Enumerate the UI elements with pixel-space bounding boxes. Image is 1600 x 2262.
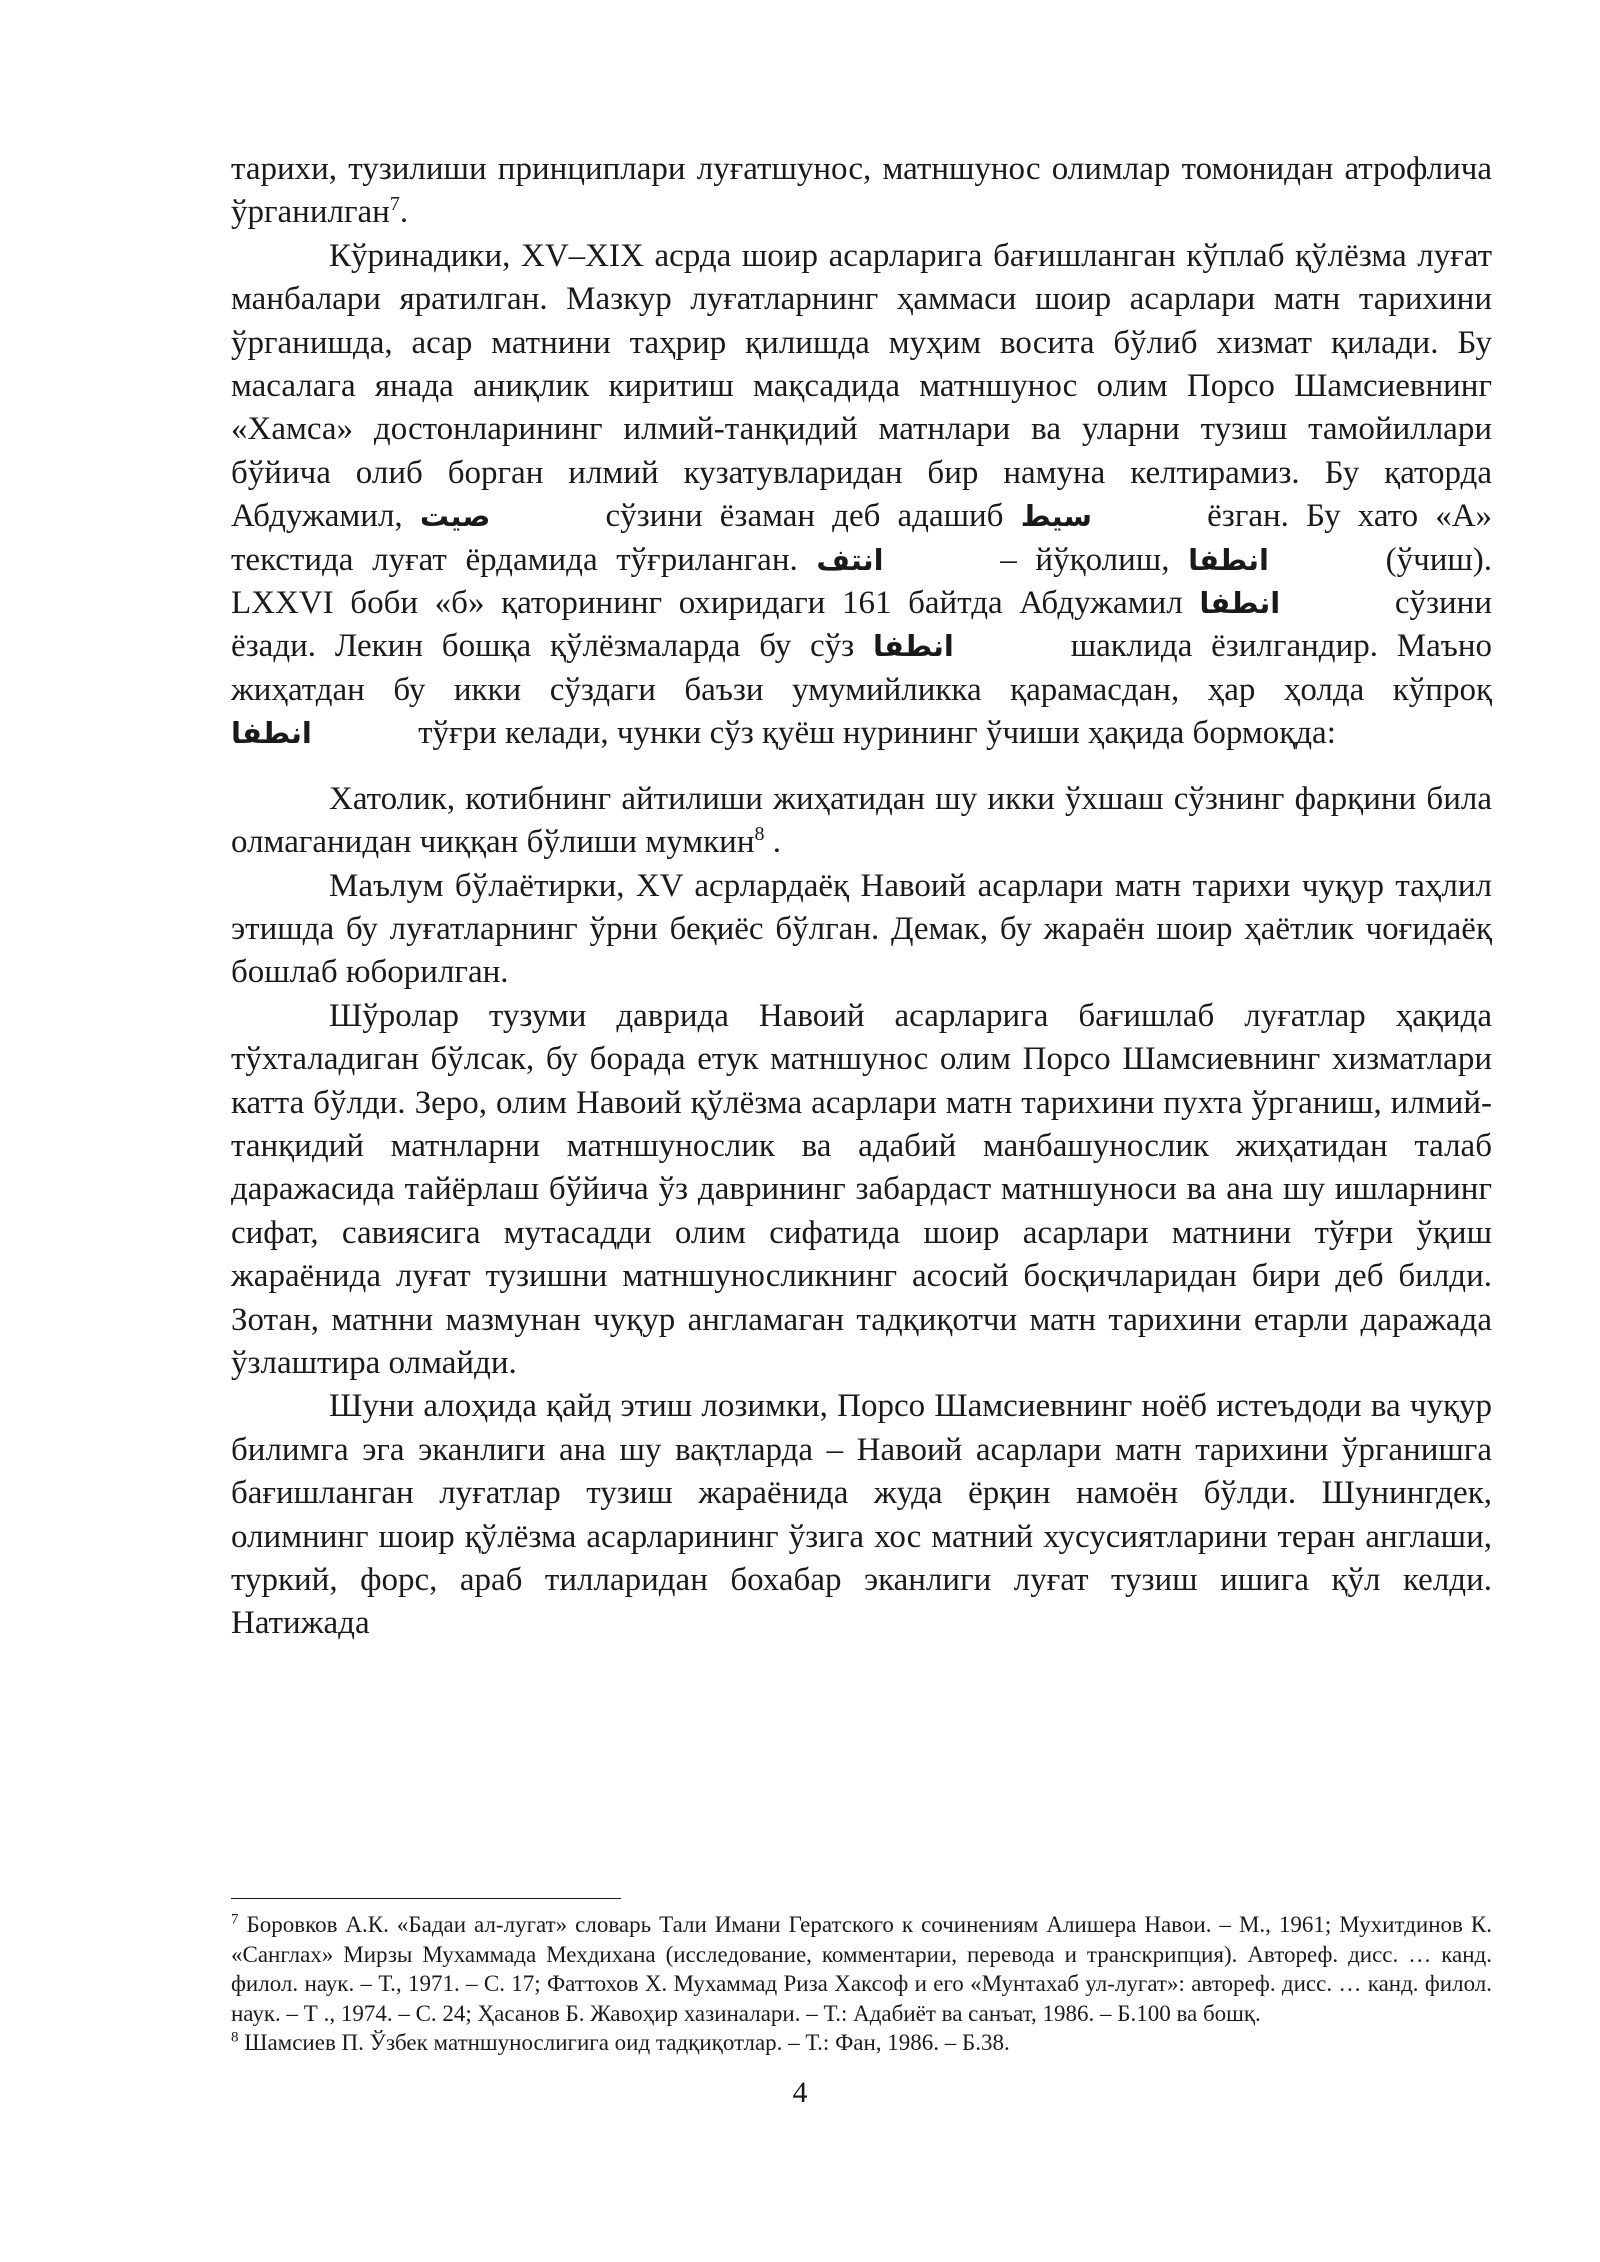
paragraph-2-text-h: тўғри келади, чунки сўз қуёш нурининг ўчиши ҳақида бормоқда: [418,715,1336,752]
footnote-ref-7[interactable]: 7 [389,193,400,216]
footnote-text: Боровков А.К. «Бадаи ал-лугат» словарь Тали Имани Гератского к сочинениям Алишера Навои. – М., 1961; Мухитдинов К. «Санглах» Мирзы Мухаммада Мехдихана (исследование, комментарии, перевода и транскрипция). Автореф. дисс. … канд. филол. наук. – Т., 1971. – С. 17; Фаттохов Х. Мухаммад Риза Хаксоф и его «Мунтахаб ул-лугат»: автореф. дисс. … канд. филол. наук. – Т ., 1974. – С. 24; Ҳасанов Б. Жавоҳир хазиналари. – Т.: Адабиёт ва санъат, 1986. – Б.100 ва бошқ. [231,1912,1493,2026]
paragraph-5: Шўролар тузуми даврида Навоий асарларига бағишлаб луғатлар ҳақида тўхталадиган бўлсак, бу борада етук матншунос олим Порсо Шамсиевнинг хизматлари катта бўлди. Зеро, олим Навоий қўлёзма асарлари матн тарихини пухта ўрганиш, илмий-танқидий матнларни матншунослик ва адабий манбашунослик жиҳатидан талаб даражасида тайёрлаш бўйича ўз даврининг забардаст матншуноси ва ана шу ишларнинг сифат, савиясига мутасадди олим сифатида шоир асарлари матнини тўғри ўқиш жараёнида луғат тузишни матншуносликнинг асосий босқичларидан бири деб билди. Зотан, матнни мазмунан чуқур англамаган тадқиқотчи матн тарихини етарли даражада ўзлаштира олмайди. [231,997,1492,1381]
paragraph-2-text-g: шаклида ёзилгандир. Маъно жиҳатдан бу икки сўздаги баъзи умумийликка қарамасдан, ҳар ҳолда кўпроқ [231,628,1493,708]
footnote-ref-8[interactable]: 8 [754,823,765,846]
paragraph-3-end: . [764,824,781,861]
document-body [231,148,1492,1646]
arabic-word-intifa-2: انطفا [1188,542,1269,577]
arabic-word-sayt: صیت [419,499,491,534]
arabic-word-sit: سیط [1020,499,1093,534]
paragraph-2-text-c: ёзган. Бу хато «А» текстида луғат ёрдамида тўғриланган. [231,498,1493,578]
paragraph-2-text-d: – йўқолиш, [1000,541,1170,578]
paragraph-2-text-a: Кўринадики, XV–XIX асрда шоир асарларига бағишланган кўплаб қўлёзма луғат манбалари яратилган. Мазкур луғатларнинг ҳаммаси шоир асарлари матн тарихини ўрганишда, асар матнини таҳрир қилишда муҳим восита бўлиб хизмат қилади. Бу масалага янада аниқлик киритиш мақсадида матншунос олим Порсо Шамсиевнинг «Хамса» достонларининг илмий-танқидий матнлари ва уларни тузиш тамойиллари бўйича олиб борган илмий кузатувларидан бир намуна келтирамиз. Бу қаторда Абдужамил, [231,237,1492,535]
arabic-word-intifa-5: انطفا [231,716,312,751]
paragraph-1 [231,148,1492,235]
paragraph-1-text: тарихи, тузилиши принциплари луғатшунос, матншунос олимлар томонидан атрофлича ўрганилган [231,151,1492,231]
paragraph-2-text-e: (ўчиш). LXXVI боби «б» қаторининг охиридаги 161 байтда Абдужамил [231,541,1493,622]
arabic-word-intifa-3: انطفا [1199,586,1281,621]
footnote-number: 7 [231,1911,239,1928]
arabic-word-intifa: انتف [816,542,884,577]
footnote-separator [231,1898,621,1899]
footnotes [231,1910,1492,2058]
paragraph-3-text: Хатолик, котибнинг айтилиши жиҳатидан шу икки ўхшаш сўзнинг фарқини била олмаганидан чиққан бўлиши мумкин [231,780,1492,861]
paragraph-1-end: . [399,194,409,231]
paragraph-4: Маълум бўлаётирки, XV асрлардаёқ Навоий асарлари матн тарихи чуқур таҳлил этишда бу луғатларнинг ўрни беқиёс бўлган. Демак, бу жараён шоир ҳаётлик чоғидаёқ бошлаб юборилган. [231,867,1492,991]
paragraph-2-text-f: сўзини ёзади. Лекин бошқа қўлёзмаларда бу сўз [231,585,1493,665]
page-number: 4 [792,2076,808,2109]
paragraph-6: Шуни алоҳида қайд этиш лозимки, Порсо Шамсиевнинг ноёб истеъдоди ва чуқур билимга эга эканлиги ана шу вақтларда – Навоий асарлари матн тарихини ўрганишга бағишланган луғатлар тузиш жараёнида жуда ёрқин намоён бўлди. Шунингдек, олимнинг шоир қўлёзма асарларининг ўзига хос матний хусусиятларини теран англаши, туркий, форс, араб тилларидан бохабар эканлиги луғат тузиш ишига қўл келди. Натижада [231,1388,1492,1642]
footnote-text: Шамсиев П. Ўзбек матншунослигига оид тадқиқотлар. – Т.: Фан, 1986. – Б.38. [244,2030,1010,2055]
arabic-word-intifa-4: انطفا [873,629,954,664]
footnote-8 [231,2028,1492,2058]
footnote-number: 8 [231,2029,239,2046]
paragraph-2 [231,235,1492,756]
paragraph-2-text-b: сўзини ёзаман деб адашиб [605,498,1004,535]
paragraph-3 [231,778,1492,865]
footnote-7 [231,1910,1492,2028]
